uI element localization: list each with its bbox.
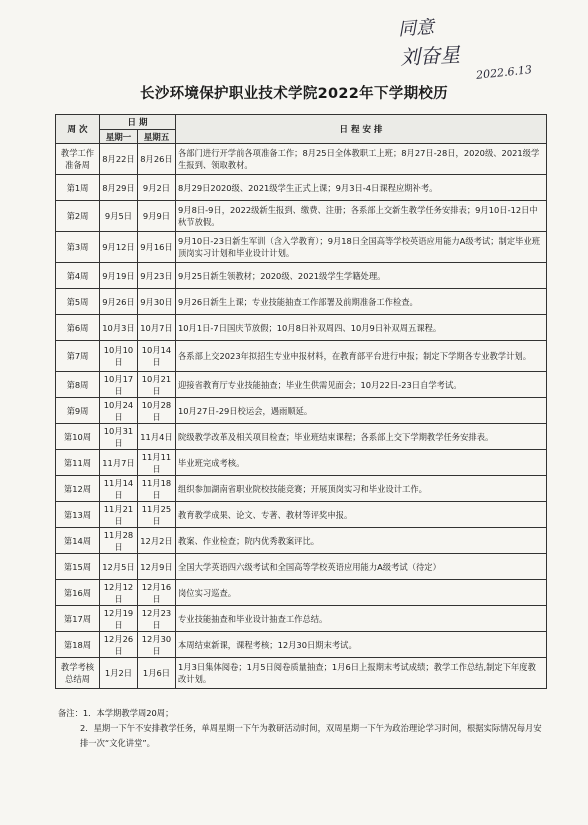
schedule-cell: 10月1日-7日国庆节放假；10月8日补双周四、10月9日补双周五课程。 <box>176 315 547 341</box>
schedule-cell: 岗位实习巡查。 <box>176 580 547 606</box>
schedule-cell: 1月3日集体阅卷；1月5日阅卷质量抽查；1月6日上报期末考试成绩；教学工作总结,制定下年度教改计划。 <box>176 658 547 689</box>
week-cell: 第3周 <box>56 232 100 263</box>
schedule-cell: 9月8日-9日，2022级新生报到、缴费、注册；各系部上交新生教学任务安排表；9月10日-12日中秋节放假。 <box>176 201 547 232</box>
week-cell: 第1周 <box>56 175 100 201</box>
monday-cell: 11月14日 <box>100 476 138 502</box>
schedule-cell: 迎接省教育厅专业技能抽查；毕业生供需见面会；10月22日-23日自学考试。 <box>176 372 547 398</box>
week-cell: 教学工作准备周 <box>56 144 100 175</box>
week-cell: 第5周 <box>56 289 100 315</box>
header-date: 日 期 <box>100 115 176 130</box>
monday-cell: 12月19日 <box>100 606 138 632</box>
handwritten-approval: 同意 <box>397 16 435 41</box>
friday-cell: 10月14日 <box>138 341 176 372</box>
schedule-cell: 教育教学成果、论文、专著、教材等评奖申报。 <box>176 502 547 528</box>
schedule-cell: 9月25日新生领教材；2020级、2021级学生学籍处理。 <box>176 263 547 289</box>
week-cell: 第18周 <box>56 632 100 658</box>
monday-cell: 12月12日 <box>100 580 138 606</box>
monday-cell: 8月29日 <box>100 175 138 201</box>
table-row <box>56 450 547 476</box>
friday-cell: 8月26日 <box>138 144 176 175</box>
monday-cell: 1月2日 <box>100 658 138 689</box>
schedule-cell: 8月29日2020级、2021级学生正式上课；9月3日-4日课程应期补考。 <box>176 175 547 201</box>
schedule-cell: 院级教学改革及相关项目检查；毕业班结束课程；各系部上交下学期教学任务安排表。 <box>176 424 547 450</box>
week-cell: 第13周 <box>56 502 100 528</box>
schedule-cell: 全国大学英语四六级考试和全国高等学校英语应用能力A级考试（待定） <box>176 554 547 580</box>
header-monday: 星期一 <box>100 130 138 144</box>
week-cell: 第9周 <box>56 398 100 424</box>
monday-cell: 9月12日 <box>100 232 138 263</box>
note-item: 备注：1．本学期教学周20周； <box>58 708 174 718</box>
table-row <box>56 658 547 689</box>
monday-cell: 10月31日 <box>100 424 138 450</box>
week-cell: 第8周 <box>56 372 100 398</box>
schedule-cell: 9月10日-23日新生军训（含入学教育）；9月18日全国高等学校英语应用能力A级考试；制定毕业班顶岗实习计划和毕业设计计划。 <box>176 232 547 263</box>
notes-section <box>58 706 548 751</box>
friday-cell: 9月9日 <box>138 201 176 232</box>
schedule-cell: 教案、作业检查；院内优秀教案评比。 <box>176 528 547 554</box>
note-item: 2．星期一下午不安排教学任务，单周星期一下午为教研活动时间，双周星期一下午为政治理论学习时间，根据实际情况每月安排一次“文化讲堂”。 <box>80 723 542 748</box>
friday-cell: 10月21日 <box>138 372 176 398</box>
handwritten-signature: 刘奋星 <box>399 42 461 70</box>
table-row <box>56 341 547 372</box>
calendar-body <box>56 144 547 689</box>
table-row <box>56 528 547 554</box>
table-row <box>56 632 547 658</box>
schedule-cell: 本周结束新课，课程考核；12月30日期末考试。 <box>176 632 547 658</box>
table-row <box>56 263 547 289</box>
week-cell: 第7周 <box>56 341 100 372</box>
friday-cell: 11月4日 <box>138 424 176 450</box>
schedule-cell: 组织参加湖南省职业院校技能竞赛；开展顶岗实习和毕业设计工作。 <box>176 476 547 502</box>
schedule-cell: 各部门进行开学前各项准备工作；8月25日全体教职工上班；8月27日-28日，2020级、2021级学生报到、领取教材。 <box>176 144 547 175</box>
monday-cell: 9月19日 <box>100 263 138 289</box>
table-row <box>56 502 547 528</box>
monday-cell: 12月5日 <box>100 554 138 580</box>
header-row <box>56 115 547 130</box>
friday-cell: 12月9日 <box>138 554 176 580</box>
header-schedule: 日 程 安 排 <box>176 115 547 144</box>
schedule-cell: 专业技能抽查和毕业设计抽查工作总结。 <box>176 606 547 632</box>
friday-cell: 10月7日 <box>138 315 176 341</box>
friday-cell: 9月16日 <box>138 232 176 263</box>
week-cell: 教学考核总结周 <box>56 658 100 689</box>
handwritten-date: 2022.6.13 <box>475 63 533 82</box>
table-row <box>56 289 547 315</box>
friday-cell: 9月2日 <box>138 175 176 201</box>
table-row <box>56 232 547 263</box>
table-row <box>56 554 547 580</box>
header-week: 周 次 <box>56 115 100 144</box>
friday-cell: 11月18日 <box>138 476 176 502</box>
week-cell: 第10周 <box>56 424 100 450</box>
week-cell: 第14周 <box>56 528 100 554</box>
friday-cell: 12月2日 <box>138 528 176 554</box>
table-row <box>56 580 547 606</box>
week-cell: 第17周 <box>56 606 100 632</box>
week-cell: 第16周 <box>56 580 100 606</box>
schedule-cell: 毕业班完成考核。 <box>176 450 547 476</box>
friday-cell: 1月6日 <box>138 658 176 689</box>
friday-cell: 12月30日 <box>138 632 176 658</box>
table-row <box>56 424 547 450</box>
table-row <box>56 372 547 398</box>
week-cell: 第4周 <box>56 263 100 289</box>
friday-cell: 10月28日 <box>138 398 176 424</box>
table-row <box>56 398 547 424</box>
monday-cell: 9月26日 <box>100 289 138 315</box>
friday-cell: 11月11日 <box>138 450 176 476</box>
monday-cell: 10月24日 <box>100 398 138 424</box>
table-row <box>56 476 547 502</box>
week-cell: 第11周 <box>56 450 100 476</box>
monday-cell: 10月3日 <box>100 315 138 341</box>
schedule-cell: 10月27日-29日校运会，遇雨顺延。 <box>176 398 547 424</box>
week-cell: 第15周 <box>56 554 100 580</box>
week-cell: 第6周 <box>56 315 100 341</box>
week-cell: 第12周 <box>56 476 100 502</box>
monday-cell: 11月21日 <box>100 502 138 528</box>
schedule-cell: 9月26日新生上课；专业技能抽查工作部署及前期准备工作检查。 <box>176 289 547 315</box>
table-row <box>56 201 547 232</box>
monday-cell: 8月22日 <box>100 144 138 175</box>
table-row <box>56 144 547 175</box>
friday-cell: 12月23日 <box>138 606 176 632</box>
friday-cell: 9月30日 <box>138 289 176 315</box>
table-row <box>56 175 547 201</box>
header-friday: 星期五 <box>138 130 176 144</box>
monday-cell: 10月17日 <box>100 372 138 398</box>
table-row <box>56 315 547 341</box>
friday-cell: 12月16日 <box>138 580 176 606</box>
monday-cell: 12月26日 <box>100 632 138 658</box>
friday-cell: 11月25日 <box>138 502 176 528</box>
calendar-table <box>55 114 547 689</box>
schedule-cell: 各系部上交2023年拟招生专业申报材料，在教育部平台进行申报；制定下学期各专业教学计划。 <box>176 341 547 372</box>
table-row <box>56 606 547 632</box>
page-title: 长沙环境保护职业技术学院2022年下学期校历 <box>140 86 448 102</box>
monday-cell: 10月10日 <box>100 341 138 372</box>
week-cell: 第2周 <box>56 201 100 232</box>
monday-cell: 11月7日 <box>100 450 138 476</box>
friday-cell: 9月23日 <box>138 263 176 289</box>
monday-cell: 9月5日 <box>100 201 138 232</box>
monday-cell: 11月28日 <box>100 528 138 554</box>
